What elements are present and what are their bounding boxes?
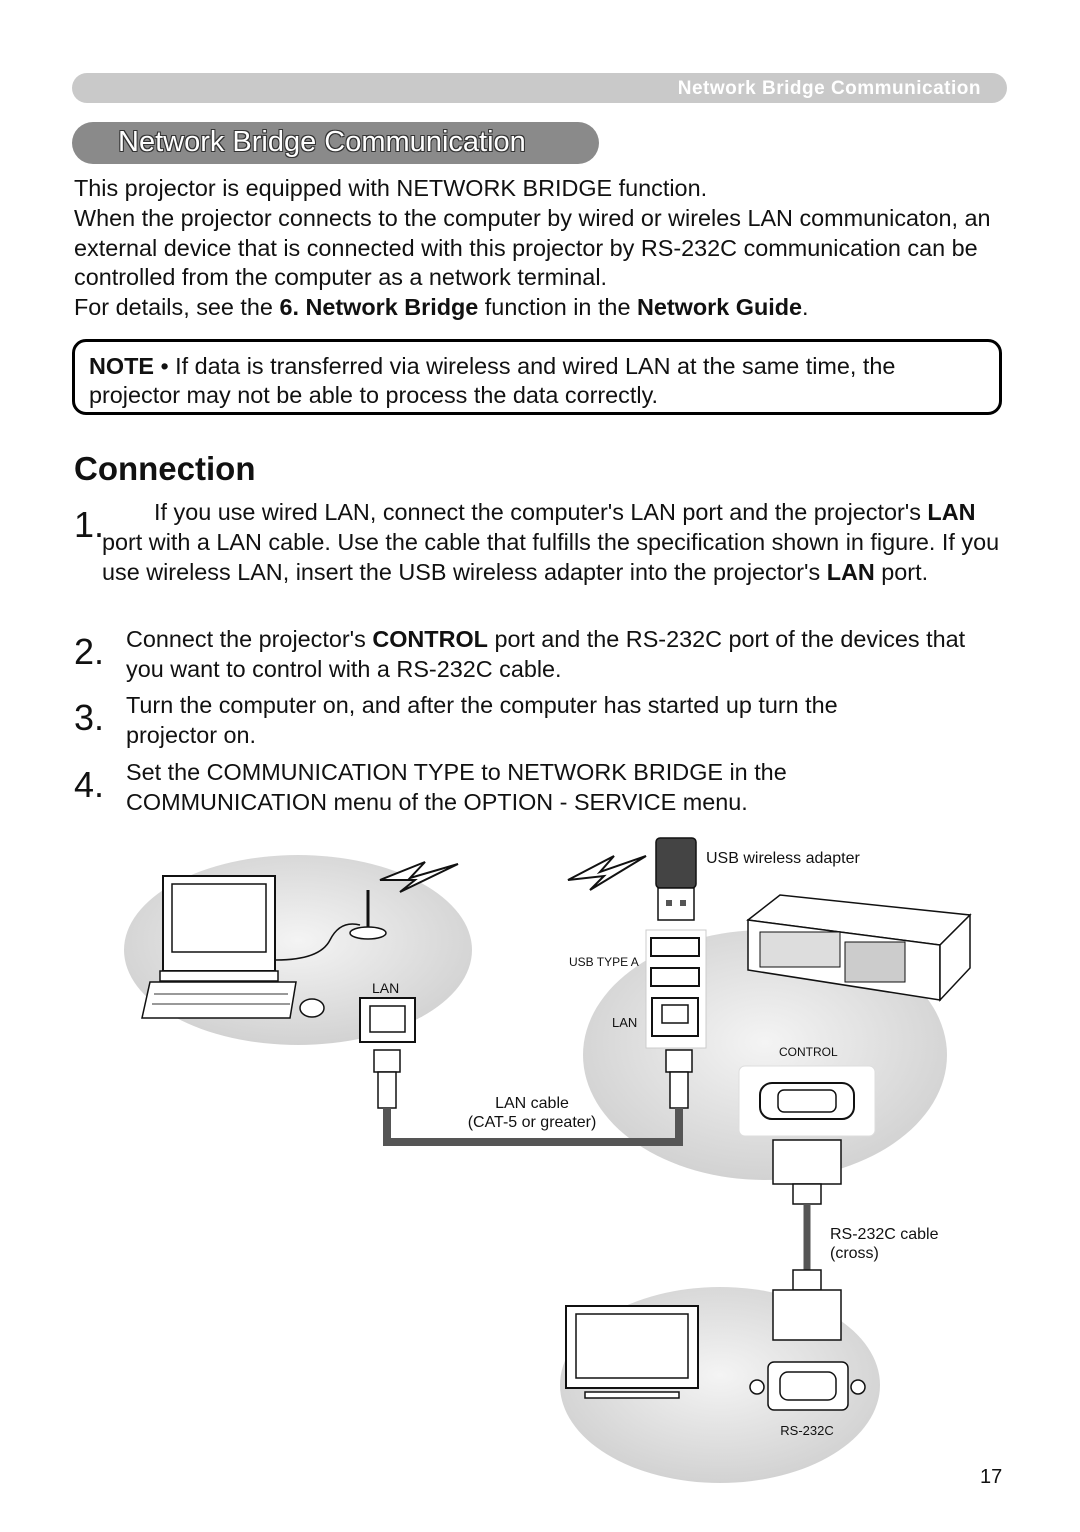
details-post: .: [802, 294, 809, 321]
step-1-part-e: port.: [874, 558, 929, 585]
step-1-part-a: If you use wired LAN, connect the computer's LAN port and the projector's: [154, 499, 928, 525]
details-ref-network-guide: Network Guide: [636, 294, 803, 321]
usb-type-a-label: USB TYPE A: [569, 955, 639, 969]
step-1-part-c: port with a LAN cable. Use the cable that fulfills the specification shown in figure. If you use wireless LAN, insert the USB wireless adapter into the projector's: [102, 528, 1000, 585]
step-number: 3.: [74, 697, 105, 738]
wireless-signal-icon: [568, 856, 646, 890]
step-4-text: Set the COMMUNICATION TYPE to NETWORK BRIDGE in the COMMUNICATION menu of the OPTION - SERVICE menu.: [126, 759, 787, 815]
rs232c-cable-type: (cross): [830, 1245, 879, 1262]
note-box: [72, 339, 1002, 415]
step-text: [126, 758, 886, 818]
control-port-connector: [739, 1066, 875, 1136]
note-label: NOTE: [89, 353, 154, 379]
step-2-part-c: port and the RS-232C port of the devices that you want to control with a RS-232C cable.: [126, 626, 966, 682]
step-number: 4.: [74, 764, 105, 805]
section-heading: [72, 122, 599, 164]
step-number: 1.: [74, 504, 105, 545]
connection-diagram: [0, 820, 1080, 1500]
step-number: 2.: [74, 631, 105, 672]
details-pre: For details, see the: [74, 294, 280, 321]
monitor-icon: [566, 1306, 698, 1398]
rs232c-port: [750, 1362, 865, 1410]
step-2-control: CONTROL: [372, 626, 488, 652]
connection-heading: Connection: [74, 450, 256, 487]
page-number: 17: [980, 1466, 1003, 1488]
rs232c-cable-label: RS-232C cable: [830, 1226, 939, 1243]
step-2-part-a: Connect the projector's: [126, 626, 373, 652]
note-body: • If data is transferred via wireless and wired LAN at the same time, the projector may not be able to process the data correctly.: [89, 353, 896, 408]
details-ref-network-bridge: 6. Network Bridge: [279, 294, 479, 321]
computer-lan-label: LAN: [372, 980, 400, 996]
lan-cable-label: LAN cable: [495, 1095, 569, 1112]
computer-lan-port: [360, 998, 415, 1042]
intro-line-1: This projector is equipped with NETWORK BRIDGE function.: [74, 175, 708, 201]
section-title: Network Bridge Communication: [118, 126, 526, 158]
running-header-bar: [72, 73, 1007, 103]
control-label: CONTROL: [779, 1045, 838, 1059]
step-text: [126, 625, 1009, 685]
step-text: [74, 498, 1009, 587]
rs232c-port-label: RS-232C: [780, 1423, 834, 1438]
projector-port-panel: [646, 930, 706, 1048]
step-text: [126, 691, 926, 751]
step-1-lan: LAN: [927, 499, 976, 525]
lan-cable-spec: (CAT-5 or greater): [467, 1114, 597, 1131]
step-3-text: Turn the computer on, and after the computer has started up turn the projector on.: [126, 692, 838, 748]
details-mid: function in the: [478, 294, 637, 321]
usb-wireless-adapter-icon: [656, 838, 696, 920]
usb-adapter-label: USB wireless adapter: [706, 850, 860, 867]
note-text: [89, 352, 989, 410]
intro-line-2: When the projector connects to the computer by wired or wireles LAN communicaton, an external device that is connected with this projector by RS-232C communication can be controlled from the computer as a network terminal.: [74, 204, 991, 291]
projector-lan-label: LAN: [612, 1015, 638, 1030]
running-header-title: Network Bridge Communication: [677, 78, 981, 99]
step-1-lan-2: LAN: [826, 558, 875, 585]
intro-paragraph: [74, 174, 1009, 323]
intro-details: [74, 293, 1009, 323]
